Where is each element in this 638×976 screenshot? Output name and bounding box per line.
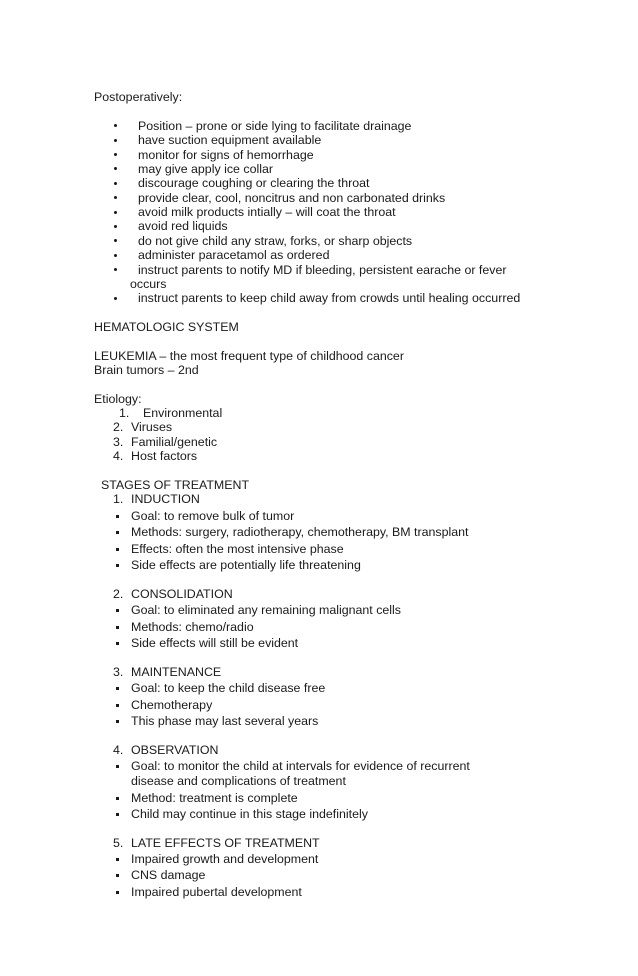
bullet-icon (114, 139, 117, 142)
bullet-icon (116, 515, 119, 518)
brain-tumors-line: Brain tumors – 2nd (94, 363, 199, 377)
etiology-item: Host factors (131, 449, 198, 463)
bullet-icon (116, 797, 119, 800)
etiology-heading: Etiology: (94, 392, 142, 406)
postop-heading: Postoperatively: (94, 90, 183, 104)
leukemia-line: LEUKEMIA – the most frequent type of childhood cancer (94, 349, 404, 363)
bullet-icon (114, 211, 117, 214)
etiology-number: 2. (113, 420, 124, 434)
postop-item: Position – prone or side lying to facilitate drainage (138, 119, 412, 133)
postop-item: instruct parents to keep child away from crowds until healing occurred (138, 291, 521, 305)
bullet-icon (116, 531, 119, 534)
bullet-icon (114, 297, 117, 300)
bullet-icon (114, 167, 117, 170)
bullet-icon (116, 704, 119, 707)
stages-heading: STAGES OF TREATMENT (101, 478, 250, 492)
postop-item: avoid red liquids (138, 219, 228, 233)
stage-bullet: Goal: to eliminated any remaining malignant cells (131, 603, 401, 617)
stage-bullet: Goal: to keep the child disease free (131, 681, 326, 695)
postop-item: monitor for signs of hemorrhage (138, 148, 314, 162)
postop-item: avoid milk products intially – will coat the throat (138, 205, 396, 219)
stage-title: LATE EFFECTS OF TREATMENT (131, 836, 320, 850)
stage-bullet: Methods: chemo/radio (131, 620, 254, 634)
stage-bullet: Effects: often the most intensive phase (131, 542, 344, 556)
bullet-icon (114, 182, 117, 185)
bullet-icon (116, 609, 119, 612)
stage-number: 3. (113, 665, 124, 679)
postop-item: may give apply ice collar (138, 162, 273, 176)
etiology-item: Familial/genetic (131, 435, 218, 449)
stage-bullet: This phase may last several years (131, 714, 319, 728)
bullet-icon (116, 720, 119, 723)
postop-item: instruct parents to notify MD if bleeding, persistent earache or fever (138, 263, 507, 277)
stage-bullet: Child may continue in this stage indefinitely (131, 807, 368, 821)
stage-number: 4. (113, 743, 124, 757)
bullet-icon (116, 813, 119, 816)
stage-bullet: Methods: surgery, radiotherapy, chemotherapy, BM transplant (131, 525, 469, 539)
bullet-icon (116, 548, 119, 551)
bullet-icon (116, 874, 119, 877)
bullet-icon (116, 687, 119, 690)
bullet-icon (114, 124, 117, 127)
etiology-item: Viruses (131, 420, 173, 434)
stage-bullet: Side effects will still be evident (131, 636, 299, 650)
etiology-number: 4. (113, 449, 124, 463)
etiology-number: 1. (119, 406, 130, 420)
bullet-icon (114, 268, 117, 271)
stage-bullet: Impaired growth and development (131, 852, 319, 866)
stage-bullet: Chemotherapy (131, 698, 213, 712)
bullet-icon (116, 858, 119, 861)
stage-number: 1. (113, 492, 124, 506)
stage-bullet: Side effects are potentially life threatening (131, 558, 361, 572)
postop-item: have suction equipment available (138, 133, 322, 147)
postop-item: administer paracetamol as ordered (138, 248, 330, 262)
bullet-icon (114, 196, 117, 199)
stage-title: INDUCTION (131, 492, 200, 506)
bullet-icon (114, 254, 117, 257)
stage-number: 5. (113, 836, 124, 850)
stage-bullet: CNS damage (131, 868, 206, 882)
stage-title: CONSOLIDATION (131, 587, 233, 601)
stage-bullet-continuation: disease and complications of treatment (131, 774, 346, 788)
bullet-icon (116, 564, 119, 567)
bullet-icon (114, 239, 117, 242)
bullet-icon (116, 765, 119, 768)
postop-item: discourage coughing or clearing the throat (138, 176, 370, 190)
bullet-icon (116, 626, 119, 629)
bullet-icon (116, 642, 119, 645)
postop-item-continuation: occurs (130, 277, 167, 291)
etiology-item: Environmental (143, 406, 223, 420)
hematologic-heading: HEMATOLOGIC SYSTEM (94, 320, 239, 334)
postop-item: provide clear, cool, noncitrus and non carbonated drinks (138, 191, 446, 205)
stage-title: MAINTENANCE (131, 665, 222, 679)
stage-number: 2. (113, 587, 124, 601)
postop-item: do not give child any straw, forks, or sharp objects (138, 234, 413, 248)
stage-bullet: Method: treatment is complete (131, 791, 298, 805)
stage-bullet: Goal: to monitor the child at intervals for evidence of recurrent (131, 759, 470, 773)
stage-bullet: Goal: to remove bulk of tumor (131, 509, 295, 523)
bullet-icon (116, 891, 119, 894)
stage-bullet: Impaired pubertal development (131, 885, 302, 899)
etiology-number: 3. (113, 435, 124, 449)
stage-title: OBSERVATION (131, 743, 219, 757)
bullet-icon (114, 153, 117, 156)
bullet-icon (114, 225, 117, 228)
